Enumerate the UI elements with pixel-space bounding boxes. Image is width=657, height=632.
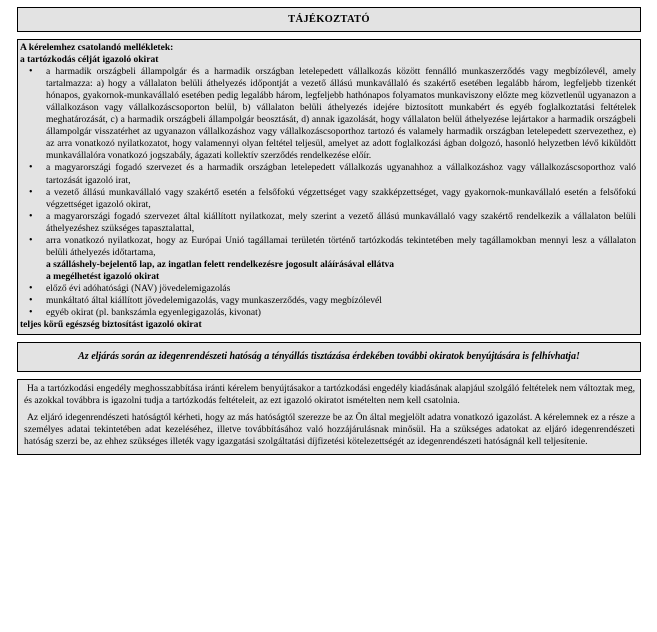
attachments-heading: A kérelemhez csatolandó mellékletek:: [20, 42, 174, 53]
list-item: • a harmadik országbeli állampolgár és a harmadik országban letelepedett vállalkozás között fennálló munkaszerződés vagy megbízólevél, amely tartalmazza: a) hogy a vállalaton belüli áthelyezés időpontját a vezető állású munkavállaló és szakértő esetében legalább három, legfeljebb tizenkét hónapos, gyakornok-munkavállaló esetében pedig legalább három, legfeljebb hathónapos folyamatos munkaviszony előzte meg közvetlenül ugyanazon a vállalkozáson vagy vállalkozáscsoporton belül, b) vállalaton belüli áthelyezés idejére biztosított munkabért és egyéb foglalkoztatási feltételek meghatározását, c) a harmadik országbeli állampolgár beosztását, d) annak igazolását, hogy vállalaton belül áthelyezése lejártakor a harmadik országbeli állampolgár visszatérhet az ugyanazon vállalkozáshoz vagy vállalkozáscsoporthoz tartozó és valamely harmadik országban letelepedett szervezethez, e) az arra vonatkozó nyilatkozatot, hogy valamennyi olyan feltétel teljesül, amelyet az adott foglalkozási ágban dolgozó, hasonló helyzetben lévő kiküldött munkavállalóra vonatkozó jogszabály, ágazati kollektív szerződés rendelkezése előír.: [20, 66, 636, 162]
information-sheet: [17, 7, 641, 455]
purpose-heading: a tartózkodás célját igazoló okirat: [20, 54, 159, 66]
info-section: [17, 379, 641, 455]
page-title: TÁJÉKOZTATÓ: [17, 7, 641, 32]
info-paragraph: Ha a tartózkodási engedély meghosszabbítása iránti kérelem benyújtásakor a tartózkodási engedély kiadásának alapjául szolgáló feltételek nem változtak meg, és azokkal továbbra is igazolni tudja a tartózkodás feltételeit, az ezt igazoló okiratot ismételten nem kell csatolnia.: [24, 383, 635, 407]
health-insurance-line: teljes körű egészség biztosítást igazoló okirat: [20, 319, 202, 331]
list-item: • egyéb okirat (pl. bankszámla egyenlegigazolás, kivonat): [20, 307, 636, 319]
list-item: • a magyarországi fogadó szervezet és a harmadik országban letelepedett vállalkozás ugyanahhoz a vállalkozáshoz vagy vállalkozáscsoporthoz való tartozását igazoló irat,: [20, 162, 636, 186]
attachments-section: [17, 39, 641, 335]
list-item: • előző évi adóhatósági (NAV) jövedelemigazolás: [20, 283, 636, 295]
info-paragraph: Az eljáró idegenrendészeti hatóságtól kérheti, hogy az más hatóságtól szerezze be az Ön által megjelölt adatra vonatkozó igazolást. A kérelemnek ez a része a személyes adatai tekintetében adat kezeléséhez, illetve továbbításához való hozzájárulásnak minősül. Ha a szükséges adatokat az eljáró idegenrendészeti hatóság szerzi be, az ehhez szükséges illeték vagy igazgatási szolgáltatási díjfizetési kötelezettségét az idegenrendészeti hatóságnál kell teljesítenie.: [24, 412, 635, 448]
lodging-form-line: a szálláshely-bejelentő lap, az ingatlan felett rendelkezésre jogosult aláírásával ellátva: [46, 258, 395, 270]
purpose-document-list: [20, 66, 636, 259]
list-item: • a vezető állású munkavállaló vagy szakértő esetén a felsőfokú végzettséget vagy szakképzettséget, vagy gyakornok-munkavállaló esetén a felsőfokú végzettséget igazoló okirat,: [20, 187, 636, 211]
list-item: • a magyarországi fogadó szervezet által kiállított nyilatkozat, mely szerint a vezető állású munkavállaló vagy szakértő rendelkezik a vállalaton belüli áthelyezéshez szükséges tapasztalattal,: [20, 211, 636, 235]
procedure-note: Az eljárás során az idegenrendészeti hatóság a tényállás tisztázása érdekében további okiratok benyújtására is felhívhatja!: [17, 342, 641, 372]
subsistence-heading: a megélhetést igazoló okirat: [46, 270, 160, 282]
income-document-list: [20, 283, 636, 319]
list-item: • munkáltató által kiállított jövedelemigazolás, vagy munkaszerződés, vagy megbízólevél: [20, 295, 636, 307]
list-item: • arra vonatkozó nyilatkozat, hogy az Európai Unió tagállamai területén történő tartózkodás tekintetében mely tagállamokban mennyi lesz a vállalaton belüli áthelyezés időtartama,: [20, 235, 636, 259]
